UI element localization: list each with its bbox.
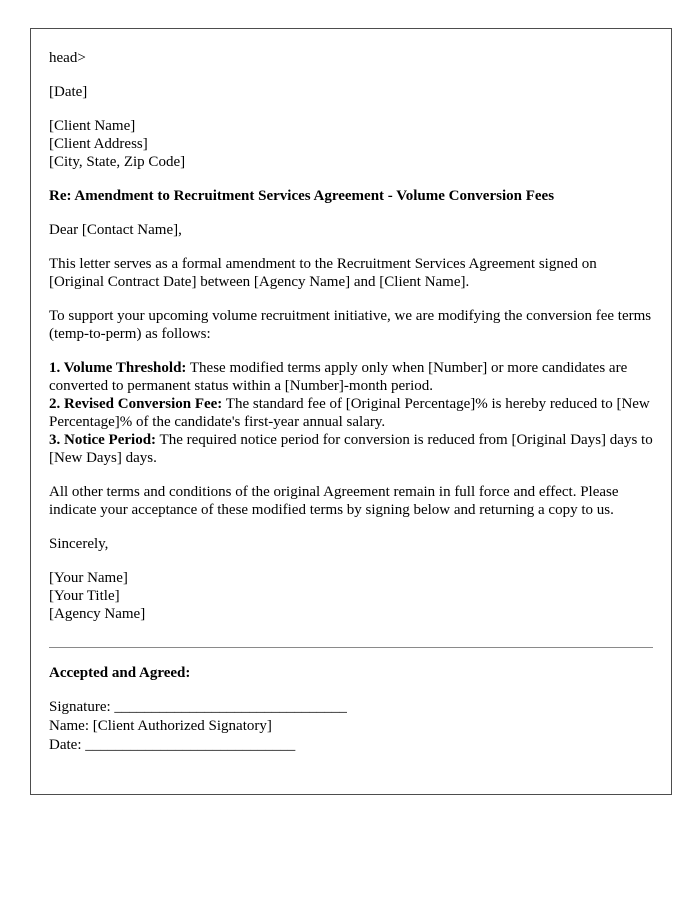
signature-label: Signature: <box>49 699 115 715</box>
sender-name-line: [Your Name] <box>49 570 128 586</box>
client-name-line: [Client Name] <box>49 118 136 134</box>
acceptance-heading: Accepted and Agreed: <box>49 665 191 681</box>
letter-page <box>30 28 672 795</box>
term-label: 1. Volume Threshold: <box>49 360 187 376</box>
term-text: The standard fee of [Original Percentage]% is hereby reduced to [New Percentage]% of the candidate's first-year annual salary. <box>49 396 650 430</box>
client-city-line: [City, State, Zip Code] <box>49 154 186 170</box>
sender-agency-line: [Agency Name] <box>49 606 146 622</box>
divider <box>49 647 653 648</box>
term-text: The required notice period for conversion is reduced from [Original Days] days to [New Days] days. <box>49 432 653 466</box>
term-label: 2. Revised Conversion Fee: <box>49 396 223 412</box>
salutation: Dear [Contact Name], <box>49 222 182 238</box>
closing-paragraph: All other terms and conditions of the original Agreement remain in full force and effect. Please indicate your acceptance of these modified terms by signing below and returning a copy to us. <box>49 484 619 518</box>
term-revised-fee <box>49 395 653 431</box>
signature-line <box>49 698 653 716</box>
term-volume-threshold <box>49 359 653 395</box>
client-address-line: [Client Address] <box>49 136 148 152</box>
date-label: Date: <box>49 737 86 753</box>
sender-title-line: [Your Title] <box>49 588 120 604</box>
terms-list <box>49 359 653 467</box>
date-blank: ____________________________ <box>85 737 296 753</box>
client-address-block <box>49 117 653 171</box>
acceptance-block <box>49 698 653 754</box>
purpose-paragraph: To support your upcoming volume recruitment initiative, we are modifying the conversion fee terms (temp-to-perm) as follows: <box>49 308 652 342</box>
subject-line: Re: Amendment to Recruitment Services Agreement - Volume Conversion Fees <box>49 188 555 204</box>
term-notice-period <box>49 431 653 467</box>
authorized-signatory-line: Name: [Client Authorized Signatory] <box>49 718 272 734</box>
signature-blank: _______________________________ <box>114 699 347 715</box>
term-label: 3. Notice Period: <box>49 432 157 448</box>
valediction: Sincerely, <box>49 536 109 552</box>
sender-block <box>49 569 653 623</box>
term-text: These modified terms apply only when [Number] or more candidates are converted to permanent status within a [Number]-month period. <box>49 360 628 394</box>
date-line <box>49 736 653 754</box>
date-placeholder: [Date] <box>49 84 88 100</box>
intro-paragraph: This letter serves as a formal amendment to the Recruitment Services Agreement signed on [Original Contract Date] between [Agency Name] and [Client Name]. <box>49 256 597 290</box>
stray-markup-artifact: head> <box>49 50 86 66</box>
